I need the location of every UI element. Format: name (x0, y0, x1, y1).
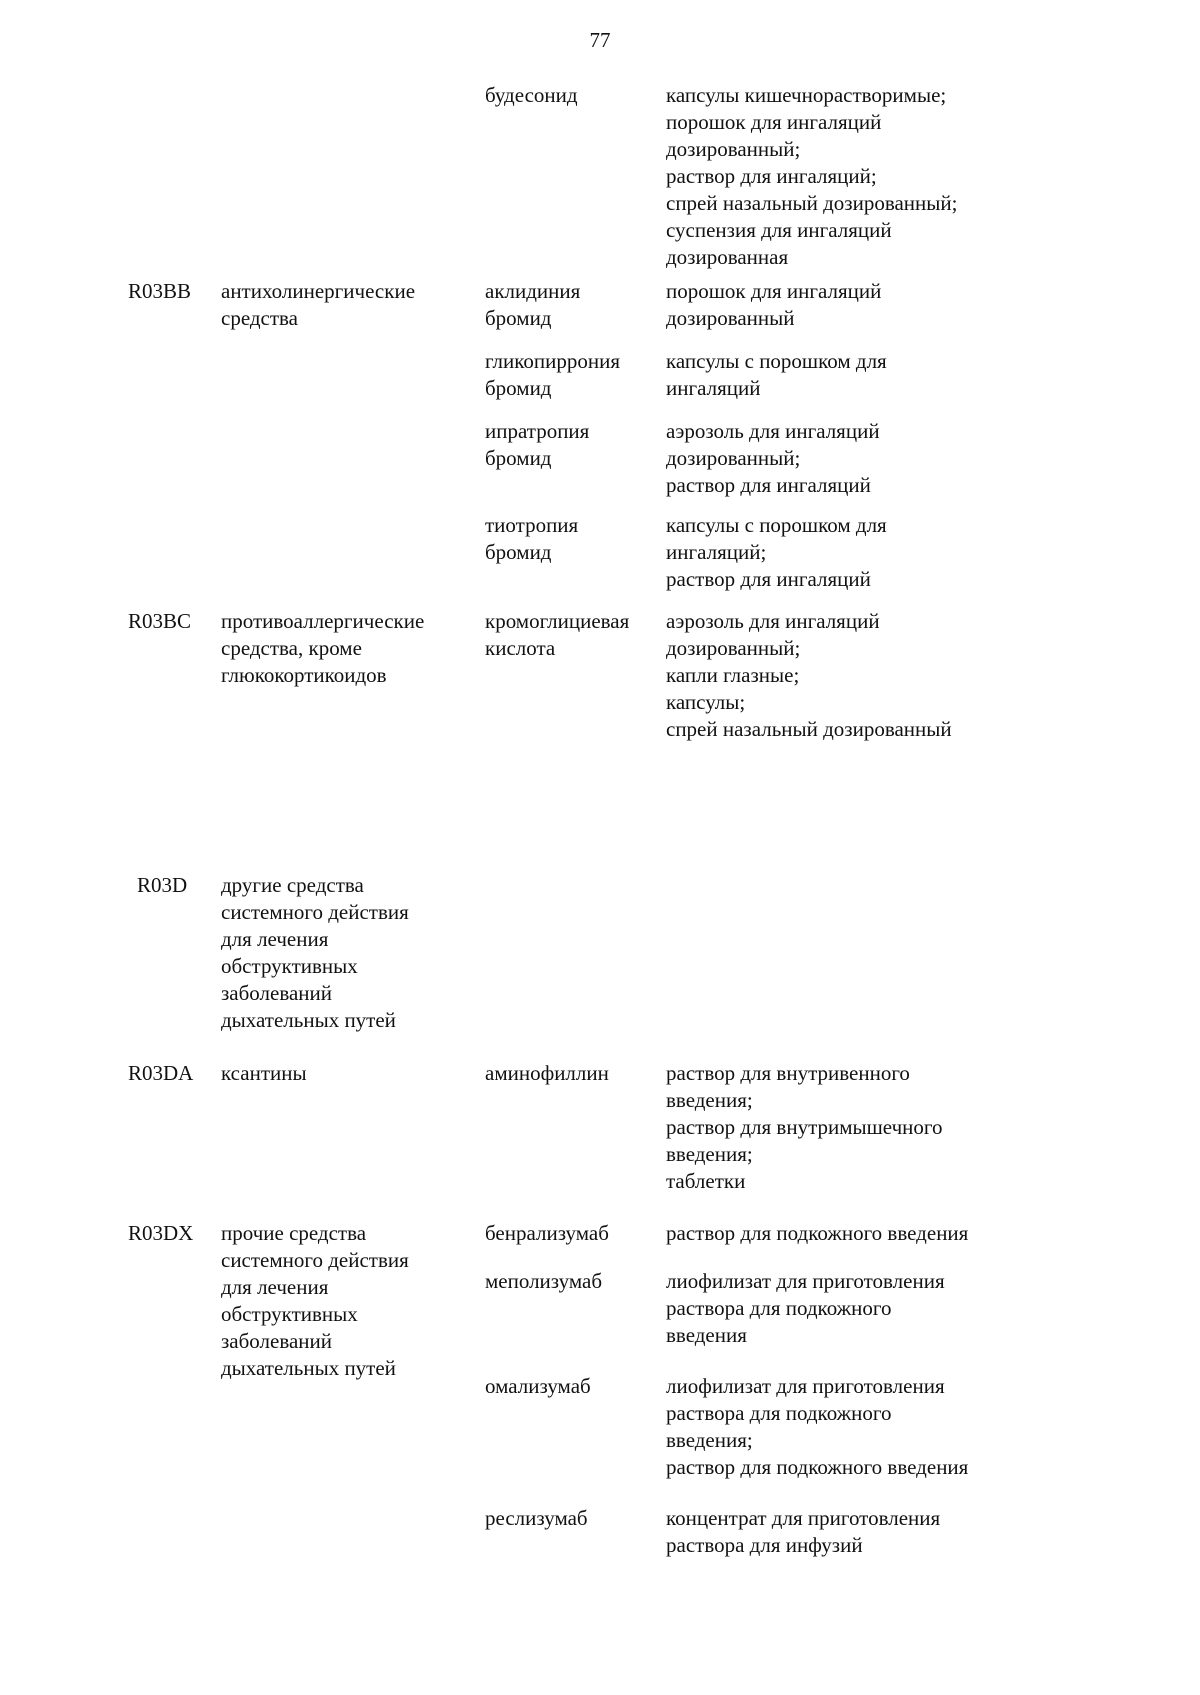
atc-group-name: противоаллергические средства, кроме глюкокортикоидов (221, 609, 425, 687)
atc-code: R03DX (128, 1221, 194, 1245)
dosage-forms: капсулы кишечнорастворимые; порошок для ингаляций дозированный; раствор для ингаляций; спрей назальный дозированный; суспензия для ингаляций дозированная (666, 83, 958, 269)
atc-group-name: другие средства системного действия для лечения обструктивных заболеваний дыхательных путей (221, 873, 409, 1032)
drug-name: кромоглициевая кислота (485, 609, 630, 660)
drug-name: аклидиния бромид (485, 279, 581, 330)
drug-name: меполизумаб (485, 1269, 603, 1293)
drug-name: омализумаб (485, 1374, 591, 1398)
drug-name: ипратропия бромид (485, 419, 590, 470)
dosage-forms: концентрат для приготовления раствора для инфузий (666, 1506, 941, 1557)
dosage-forms: раствор для подкожного введения (666, 1221, 969, 1245)
atc-code: R03BB (128, 279, 192, 303)
atc-group-name: ксантины (221, 1061, 307, 1085)
dosage-forms: лиофилизат для приготовления раствора для подкожного введения (666, 1269, 945, 1347)
atc-group-name: антихолинергические средства (221, 279, 416, 330)
drug-name: тиотропия бромид (485, 513, 579, 564)
dosage-forms: аэрозоль для ингаляций дозированный; раствор для ингаляций (666, 419, 880, 497)
drug-name: гликопиррония бромид (485, 349, 621, 400)
dosage-forms: лиофилизат для приготовления раствора для подкожного введения; раствор для подкожного введения (666, 1374, 969, 1479)
dosage-forms: аэрозоль для ингаляций дозированный; капли глазные; капсулы; спрей назальный дозированный (666, 609, 952, 741)
atc-code: R03BC (128, 609, 192, 633)
atc-group-name: прочие средства системного действия для лечения обструктивных заболеваний дыхательных путей (221, 1221, 409, 1380)
dosage-forms: капсулы с порошком для ингаляций (666, 349, 887, 400)
page-number: 77 (589, 28, 611, 52)
dosage-forms: порошок для ингаляций дозированный (666, 279, 882, 330)
drug-name: реслизумаб (485, 1506, 588, 1530)
dosage-forms: раствор для внутривенного введения; раствор для внутримышечного введения; таблетки (666, 1061, 943, 1193)
drug-name: аминофиллин (485, 1061, 609, 1085)
atc-code: R03D (137, 873, 188, 897)
drug-name: будесонид (485, 83, 578, 107)
atc-code: R03DA (128, 1061, 194, 1085)
dosage-forms: капсулы с порошком для ингаляций; раствор для ингаляций (666, 513, 887, 591)
drug-name: бенрализумаб (485, 1221, 609, 1245)
